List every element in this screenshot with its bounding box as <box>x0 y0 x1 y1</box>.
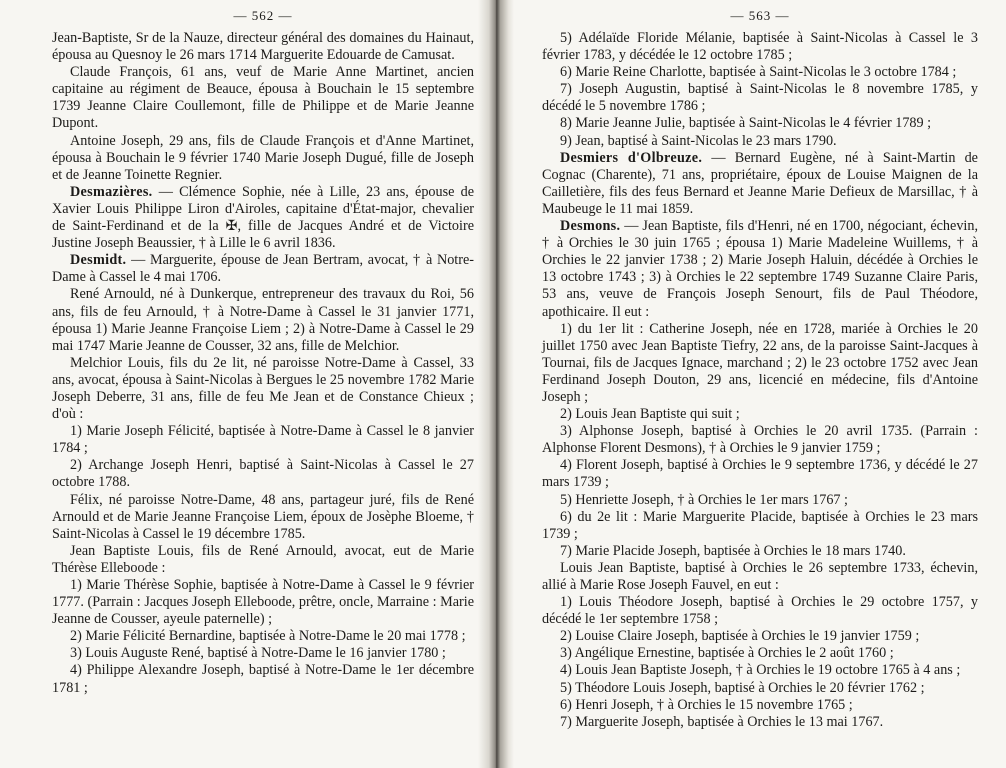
entry-surname: Desmazières. <box>70 183 153 200</box>
entry-paragraph <box>542 150 978 218</box>
child-list-item: 4) Florent Joseph, baptisé à Orchies le 9 septembre 1736, y décédé le 27 mars 1739 ; <box>542 457 978 491</box>
entry-paragraph <box>52 252 474 286</box>
child-list-item: 5) Théodore Louis Joseph, baptisé à Orchies le 20 février 1762 ; <box>560 679 925 696</box>
entry-text: — Marguerite, épouse de Jean Bertram, avocat, † à Notre-Dame à Cassel le 4 mai 1706. <box>52 252 474 286</box>
entry-surname: Desmiers d'Olbreuze. <box>560 149 703 166</box>
entry-text: — Bernard Eugène, né à Saint-Martin de Cognac (Charente), 71 ans, propriétaire, époux de Louise Maignen de la Cailletière, fils des feus Bernard et Jeanne Marie Defieux de Marsillac, † à Maubeuge le 11 mai 1859. <box>542 149 978 217</box>
text-paragraph: Antoine Joseph, 29 ans, fils de Claude François et d'Anne Martinet, épousa à Bouchain le 9 février 1740 Marie Joseph Dugué, fille de Joseph et de Jeanne Toinette Regnier. <box>52 132 474 183</box>
child-list-item: 2) Marie Félicité Bernardine, baptisée à Notre-Dame le 20 mai 1778 ; <box>70 628 466 645</box>
text-paragraph: Louis Jean Baptiste, baptisé à Orchies le 26 septembre 1733, échevin, allié à Marie Rose Joseph Fauvel, en eut : <box>542 559 978 593</box>
child-list-item: 2) Louise Claire Joseph, baptisée à Orchies le 19 janvier 1759 ; <box>560 628 920 645</box>
child-list-item: 7) Joseph Augustin, baptisé à Saint-Nicolas le 8 novembre 1785, y décédé le 5 novembre 1786 ; <box>542 81 978 115</box>
child-list-item: 5) Adélaïde Floride Mélanie, baptisée à Saint-Nicolas à Cassel le 3 février 1783, y décédée le 12 octobre 1785 ; <box>542 30 978 64</box>
child-list-item: 4) Philippe Alexandre Joseph, baptisé à Notre-Dame le 1er décembre 1781 ; <box>52 662 474 696</box>
child-list-item: 9) Jean, baptisé à Saint-Nicolas le 23 mars 1790. <box>560 132 837 149</box>
page-text <box>542 30 978 731</box>
entry-surname: Desmons. <box>560 218 621 235</box>
child-list-item: 7) Marguerite Joseph, baptisée à Orchies le 13 mai 1767. <box>560 713 884 730</box>
child-list-item: 6) Henri Joseph, † à Orchies le 15 novembre 1765 ; <box>560 696 853 713</box>
text-paragraph: Melchior Louis, fils du 2e lit, né paroisse Notre-Dame à Cassel, 33 ans, avocat, épousa à Saint-Nicolas à Bergues le 25 novembre 1782 Marie Joseph Deberre, 31 ans, fille de feu Me Jean et de Constance Chieux ; d'où : <box>52 354 474 423</box>
page-right <box>496 0 1006 768</box>
child-list-item: 2) Archange Joseph Henri, baptisé à Saint-Nicolas à Cassel le 27 octobre 1788. <box>52 457 474 491</box>
child-list-item: 1) Marie Thérèse Sophie, baptisée à Notre-Dame à Cassel le 9 février 1777. (Parrain : Jacques Joseph Elleboode, prêtre, oncle, Marraine : Marie Jeanne de Cousser, ayeule paternelle) ; <box>52 577 474 628</box>
page-number: — 563 — <box>730 8 790 23</box>
child-list-item: 2) Louis Jean Baptiste qui suit ; <box>560 406 740 423</box>
entry-surname: Desmidt. <box>70 252 127 269</box>
text-paragraph: Jean-Baptiste, Sr de la Nauze, directeur général des domaines du Hainaut, épousa au Quesnoy le 26 mars 1714 Marguerite Edouarde de Camusat. <box>52 30 474 64</box>
child-list-item: 1) du 1er lit : Catherine Joseph, née en 1728, mariée à Orchies le 20 juillet 1750 avec Jean Baptiste Tiefry, 22 ans, de la paroisse Saint-Jacques à Tournai, fils de Jacques Ignace, marchand ; 2) le 23 octobre 1752 avec Jean Ferdinand Joseph Douton, 29 ans, licencié en médecine, fils d'Antoine Joseph ; <box>542 320 978 405</box>
page-number: — 562 — <box>233 8 293 23</box>
text-paragraph: Félix, né paroisse Notre-Dame, 48 ans, partageur juré, fils de René Arnould et de Marie Jeanne Françoise Liem, époux de Josèphe Bloeme, † Saint-Nicolas à Cassel le 19 décembre 1785. <box>52 491 474 542</box>
text-paragraph: René Arnould, né à Dunkerque, entrepreneur des travaux du Roi, 56 ans, fils de feu Arnould, † à Notre-Dame à Cassel le 31 janvier 1771, épousa 1) Marie Jeanne Françoise Liem ; 2) à Notre-Dame à Cassel le 29 mai 1747 Marie Jeanne de Cousser, 32 ans, fille de Melchior. <box>52 286 474 354</box>
child-list-item: 7) Marie Placide Joseph, baptisée à Orchies le 18 mars 1740. <box>560 542 906 559</box>
child-list-item: 5) Henriette Joseph, † à Orchies le 1er mars 1767 ; <box>560 491 848 508</box>
page-left <box>0 0 496 768</box>
child-list-item: 6) Marie Reine Charlotte, baptisée à Saint-Nicolas le 3 octobre 1784 ; <box>560 64 957 81</box>
child-list-item: 3) Louis Auguste René, baptisé à Notre-Dame le 16 janvier 1780 ; <box>70 645 446 662</box>
child-list-item: 8) Marie Jeanne Julie, baptisée à Saint-Nicolas le 4 février 1789 ; <box>560 115 932 132</box>
entry-paragraph <box>542 218 978 321</box>
child-list-item: 1) Louis Théodore Joseph, baptisé à Orchies le 29 octobre 1757, y décédé le 1er septembre 1758 ; <box>542 594 978 628</box>
entry-paragraph <box>52 184 474 252</box>
entry-text: — Jean Baptiste, fils d'Henri, né en 1700, négociant, échevin, † à Orchies le 30 juin 1765 ; épousa 1) Marie Madeleine Wuillems, † à Orchies le 22 janvier 1738 ; 2) Marie Joseph Haluin, décédée à Orchies le 13 octobre 1743 ; 3) à Orchies le 22 septembre 1749 Suzanne Claire Paris, 53 ans, veuve de François Joseph Senourt, fils de Paul Théodore, apothicaire. Il eut : <box>542 218 978 320</box>
child-list-item: 3) Alphonse Joseph, baptisé à Orchies le 20 avril 1735. (Parrain : Alphonse Florent Desmons), † à Orchies le 9 janvier 1759 ; <box>542 423 978 457</box>
page-text <box>52 30 474 697</box>
book-gutter <box>478 0 514 768</box>
child-list-item: 3) Angélique Ernestine, baptisée à Orchies le 2 août 1760 ; <box>560 645 894 662</box>
child-list-item: 6) du 2e lit : Marie Marguerite Placide, baptisée à Orchies le 23 mars 1739 ; <box>542 508 978 542</box>
text-paragraph: Jean Baptiste Louis, fils de René Arnould, avocat, eut de Marie Thérèse Elleboode : <box>52 542 474 576</box>
entry-text: — Clémence Sophie, née à Lille, 23 ans, épouse de Xavier Louis Philippe Liron d'Airoles, capitaine d'État-major, chevalier de Saint-Ferdinand et de la ✠, fille de Jacques André et de Victoire Justine Joseph Beaussier, † à Lille le 6 avril 1836. <box>52 183 474 252</box>
child-list-item: 4) Louis Jean Baptiste Joseph, † à Orchies le 19 octobre 1765 à 4 ans ; <box>560 662 961 679</box>
text-paragraph: Claude François, 61 ans, veuf de Marie Anne Martinet, ancien capitaine au régiment de Beauce, épousa à Bouchain le 15 septembre 1739 Jeanne Claire Coullemont, fille de Philippe et de Marie Jeanne Dupont. <box>52 64 474 132</box>
child-list-item: 1) Marie Joseph Félicité, baptisée à Notre-Dame à Cassel le 8 janvier 1784 ; <box>52 423 474 457</box>
